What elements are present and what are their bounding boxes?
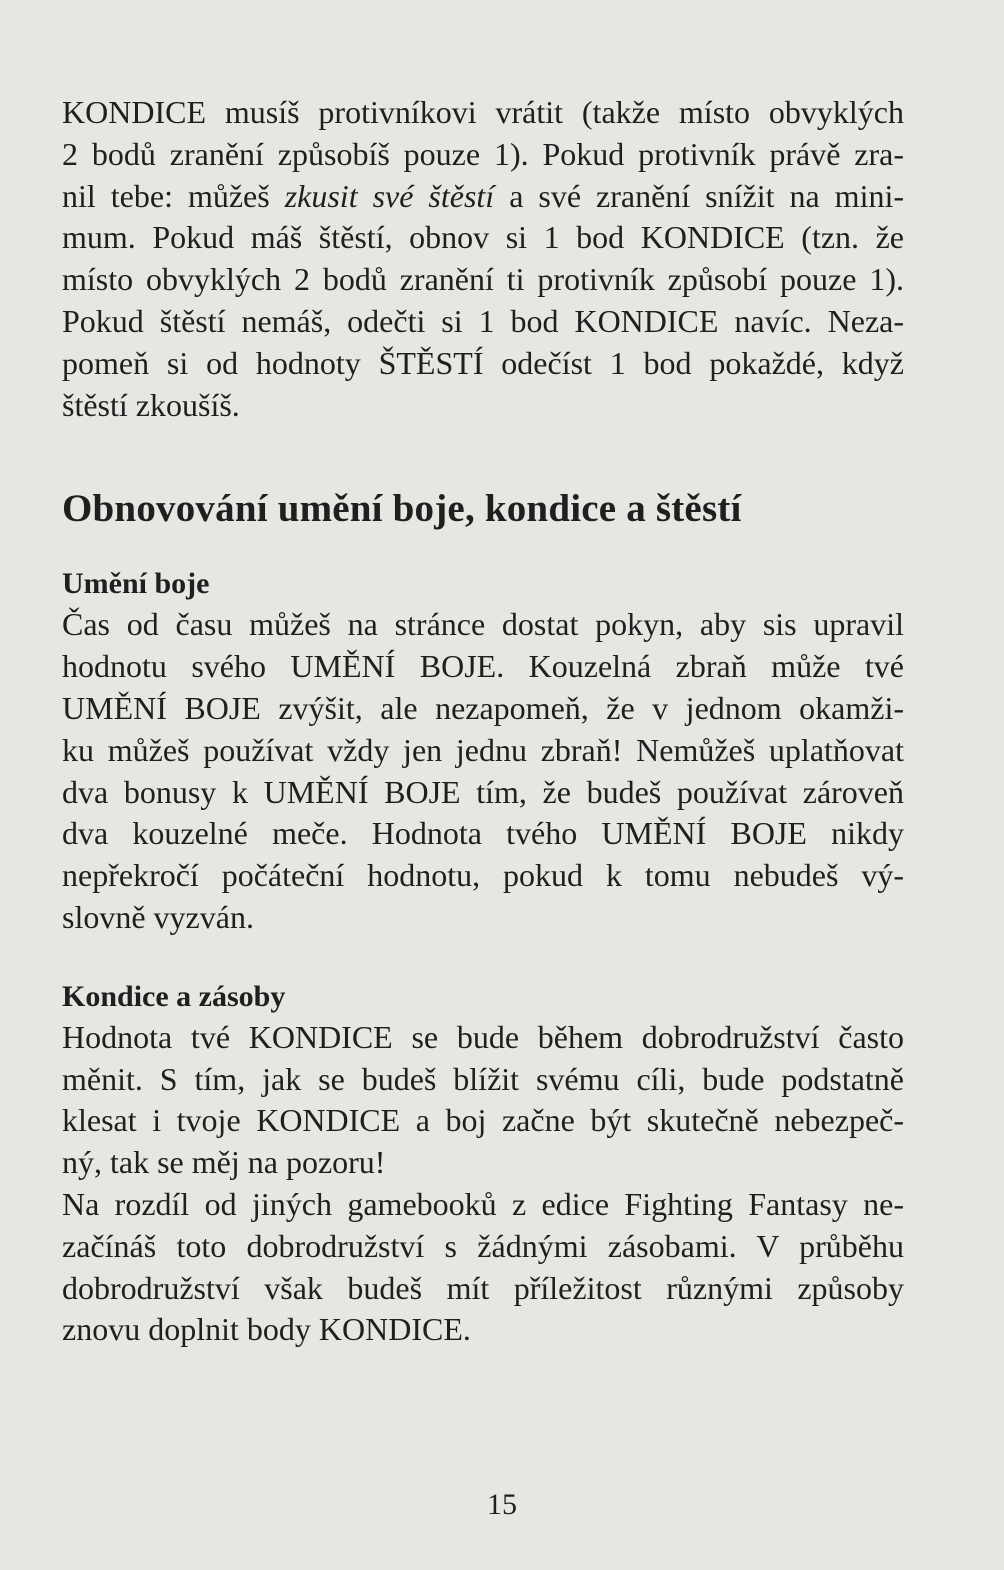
combat-paragraph [62,604,904,938]
page-number: 15 [487,1488,517,1521]
section-combat [62,564,904,938]
text-line: nepřekročí počáteční hodnotu, pokud k tomu nebudeš vý- [62,857,904,894]
text-line: Hodnota tvé KONDICE se bude během dobrodružství často [62,1018,904,1055]
italic-phrase: zkusit své štěstí [284,177,495,214]
text-line: štěstí zkoušíš. [62,386,240,423]
text-line: Čas od času můžeš na stránce dostat pokyn, aby sis upravil [62,606,904,643]
text-line: začínáš toto dobrodružství s žádnými zásobami. V průběhu [62,1227,904,1264]
text-line: klesat i tvoje KONDICE a boj začne být skutečně nebezpeč- [62,1102,904,1139]
stamina-paragraph [62,1017,904,1351]
section-stamina [62,977,904,1351]
page-content [62,92,904,1351]
text-line: dva kouzelné meče. Hodnota tvého UMĚNÍ BOJE nikdy [62,815,904,852]
text-line: znovu doplnit body KONDICE. [62,1311,471,1348]
text-line: slovně vyzván. [62,898,254,935]
text-fragment: nil tebe: můžeš [62,177,285,214]
text-fragment: a své zranění snížit na mini- [494,177,905,214]
text-line: pomeň si od hodnoty ŠTĚSTÍ odečíst 1 bod pokaždé, když [62,344,904,381]
text-line: KONDICE musíš protivníkovi vrátit (takže místo obvyklých [62,94,904,130]
subsection-title: Kondice a zásoby [62,979,286,1013]
text-line: Pokud štěstí nemáš, odečti si 1 bod KONDICE navíc. Neza- [62,302,904,339]
text-line: 2 bodů zranění způsobíš pouze 1). Pokud protivník právě zra- [62,135,904,172]
text-line: dva bonusy k UMĚNÍ BOJE tím, že budeš používat zároveň [62,773,904,810]
subsection-title: Umění boje [62,567,210,601]
text-line [62,176,904,218]
intro-paragraph [62,92,904,426]
text-line: UMĚNÍ BOJE zvýšit, ale nezapomeň, že v jednom okamži- [62,689,904,726]
text-line: dobrodružství však budeš mít příležitost různými způsoby [62,1269,904,1306]
text-line: ný, tak se měj na pozoru! [62,1144,386,1181]
text-line: hodnotu svého UMĚNÍ BOJE. Kouzelná zbraň může tvé [62,648,904,685]
text-line: Na rozdíl od jiných gamebooků z edice Fighting Fantasy ne- [62,1185,904,1222]
text-line: ku můžeš používat vždy jen jednu zbraň! Nemůžeš uplatňovat [62,731,904,768]
text-line: mum. Pokud máš štěstí, obnov si 1 bod KONDICE (tzn. že [62,219,904,256]
section-heading: Obnovování umění boje, kondice a štěstí [62,487,742,531]
text-line: měnit. S tím, jak se budeš blížit svému cíli, bude podstatně [62,1060,904,1097]
text-line: místo obvyklých 2 bodů zranění ti protivník způsobí pouze 1). [62,261,904,298]
